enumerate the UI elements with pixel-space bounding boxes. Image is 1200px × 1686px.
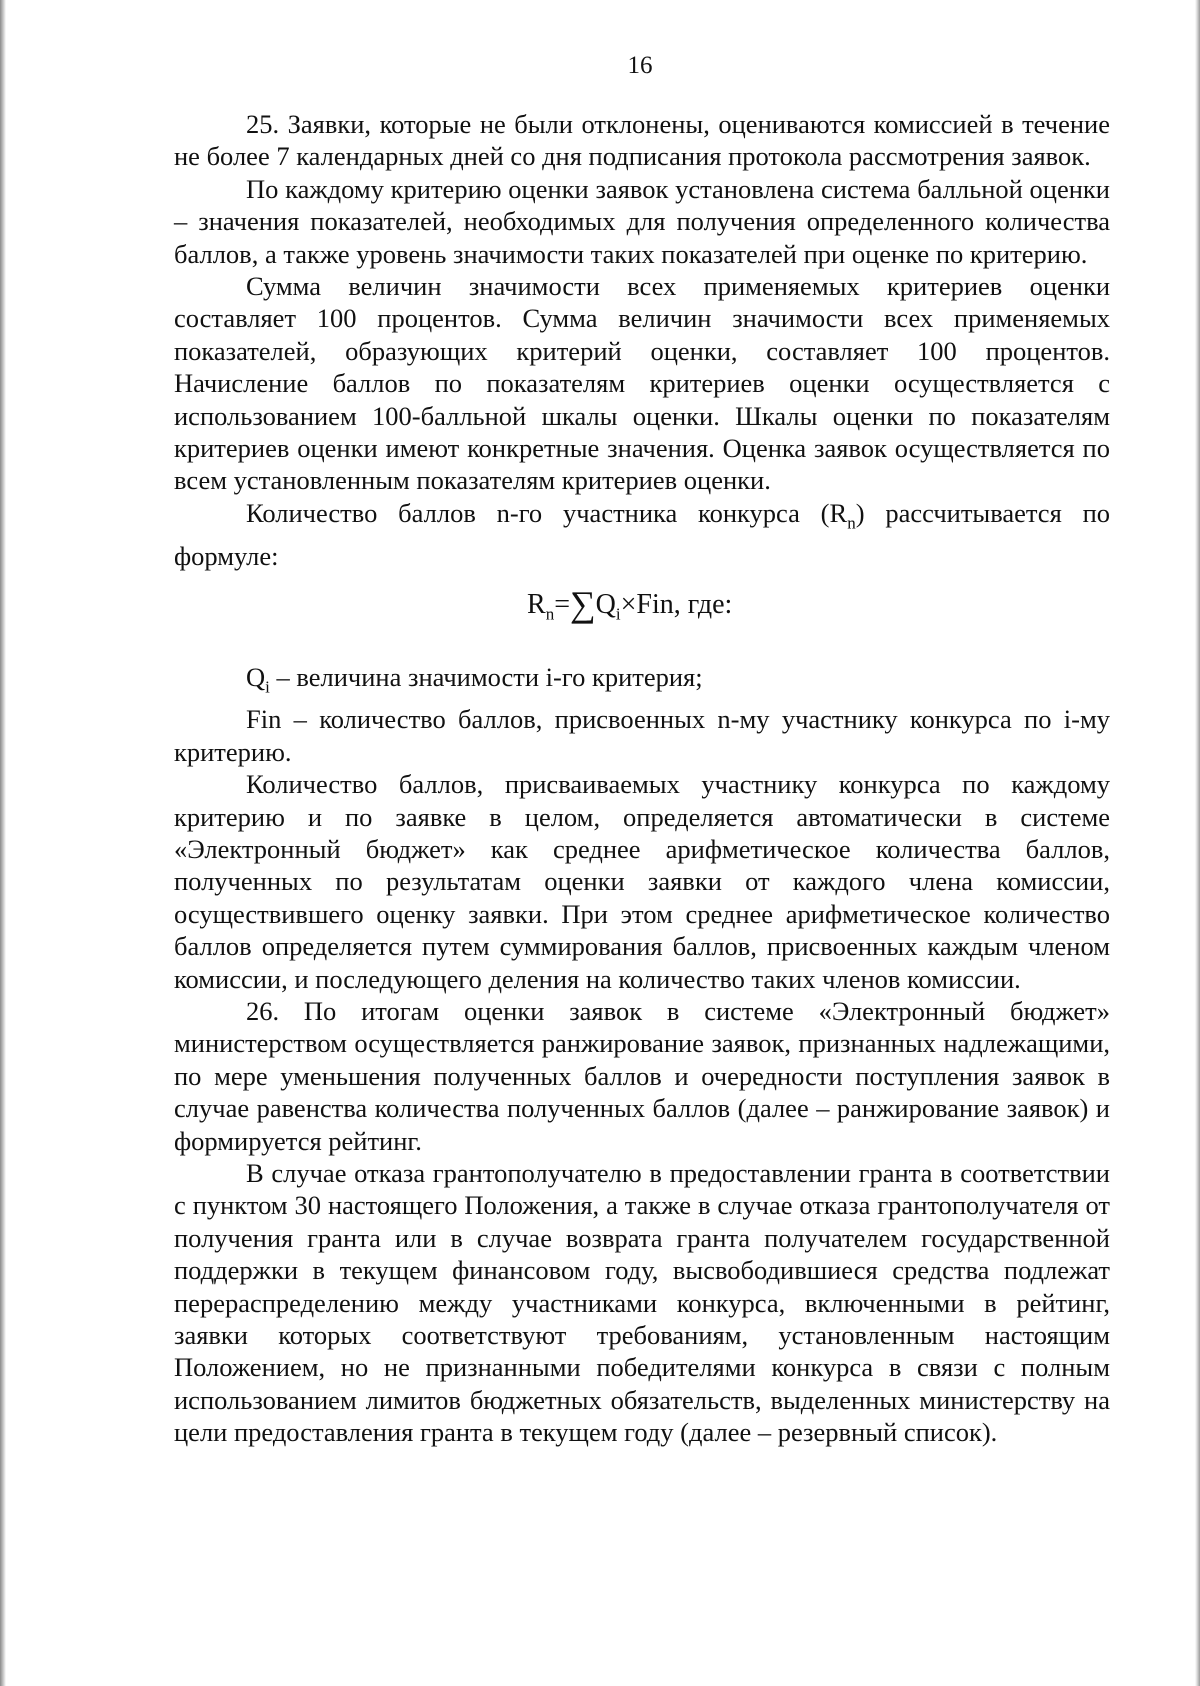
definition-q-symbol: Q — [246, 661, 266, 692]
formula-q-subscript: i — [615, 604, 621, 624]
scan-edge-right — [1195, 0, 1200, 1686]
definition-q — [174, 661, 1110, 704]
definition-q-text: – величина значимости i-го критерия; — [269, 661, 703, 692]
definition-q-subscript: i — [265, 676, 270, 696]
formula-rest: ×Fin, где: — [620, 588, 733, 620]
paragraph-scoring-system: По каждому критерию оценки заявок установлена система балльной оценки – значения показателей, необходимых для получения определенного количества баллов, а также уровень значимости таких показателей при оценке по критерию. — [174, 173, 1110, 269]
formula-intro-subscript: n — [847, 513, 856, 533]
paragraph-average-score: Количество баллов, присваиваемых участнику конкурса по каждому критерию и по заявке в целом, определяется автоматически в системе «Электронный бюджет» как среднее арифметическое количества баллов, полученных по результатам оценки заявки от каждого члена комиссии, осуществившего оценку заявки. При этом среднее арифметическое количество баллов определяется путем суммирования баллов, присвоенных каждым членом комиссии, и последующего деления на количество таких членов комиссии. — [174, 769, 1110, 994]
definition-fin: Fin – количество баллов, присвоенных n-му участнику конкурса по i-му критерию. — [174, 704, 1110, 767]
formula-equals: = — [554, 588, 570, 620]
formula-intro-text-end: ) рассчитывается по формуле: — [174, 497, 1110, 571]
paragraph-26-ranking: 26. По итогам оценки заявок в системе «Электронный бюджет» министерством осуществляется ранжирование заявок, признанных надлежащими, по мере уменьшения полученных баллов и очередности поступления заявок в случае равенства количества полученных баллов (далее – ранжирование заявок) и формируется рейтинг. — [174, 995, 1110, 1156]
document-body — [174, 108, 1110, 1449]
formula-q: Q — [595, 588, 616, 620]
page-number: 16 — [627, 52, 653, 79]
formula-sum-symbol: ∑ — [569, 583, 596, 624]
formula-r-subscript: n — [545, 604, 555, 624]
formula-r: R — [527, 588, 546, 620]
paragraph-reserve-list: В случае отказа грантополучателю в предоставлении гранта в соответствии с пунктом 30 настоящего Положения, а также в случае отказа грантополучателя от получения гранта или в случае возврата гранта получателем государственной поддержки в текущем финансовом году, высвободившиеся средства подлежат перераспределению между участниками конкурса, включенными в рейтинг, заявки которых соответствуют требованиям, установленным настоящим Положением, но не признанными победителями конкурса в связи с полным использованием лимитов бюджетных обязательств, выделенных министерству на цели предоставления гранта в текущем году (далее – резервный список). — [174, 1157, 1110, 1448]
paragraph-25-intro: 25. Заявки, которые не были отклонены, оцениваются комиссией в течение не более 7 календарных дней со дня подписания протокола рассмотрения заявок. — [174, 109, 1110, 172]
paragraph-formula-intro — [174, 497, 1110, 572]
score-formula — [174, 582, 1110, 637]
scan-edge-left — [0, 0, 6, 1686]
paragraph-weights-sum: Сумма величин значимости всех применяемых критериев оценки составляет 100 процентов. Сумма величин значимости всех применяемых показателей, образующих критерий оценки, составляет 100 процентов. Начисление баллов по показателям критериев оценки осуществляется с использованием 100-балльной шкалы оценки. Шкалы оценки по показателям критериев оценки имеют конкретные значения. Оценка заявок осуществляется по всем установленным показателям критериев оценки. — [174, 271, 1110, 496]
formula-intro-text: Количество баллов n-го участника конкурса (R — [246, 497, 848, 528]
